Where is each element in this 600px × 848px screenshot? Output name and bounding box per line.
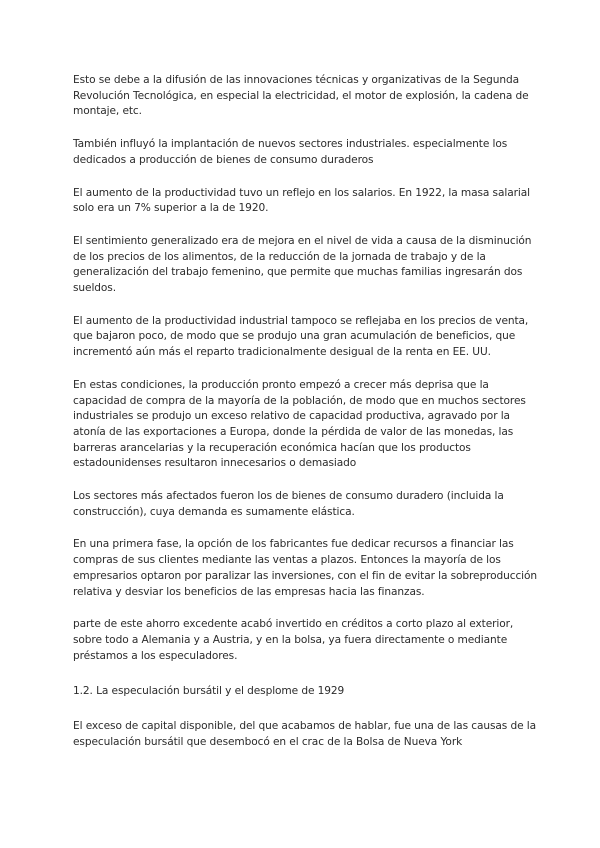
paragraph: parte de este ahorro excedente acabó invertido en créditos a corto plazo al exterior, sobre todo a Alemania y a Austria, y en la bolsa, ya fuera directamente o mediante préstamos a los especuladores.: [73, 618, 514, 662]
section-heading: 1.2. La especulación bursátil y el desplome de 1929: [73, 685, 345, 698]
paragraph: El aumento de la productividad tuvo un reflejo en los salarios. En 1922, la masa salarial solo era un 7% superior a la de 1920.: [73, 186, 530, 215]
paragraph: Los sectores más afectados fueron los de bienes de consumo duradero (incluida la construcción), cuya demanda es sumamente elástica.: [73, 490, 504, 518]
paragraph: También influyó la implantación de nuevos sectores industriales. especialmente los dedicados a producción de bienes de consumo duraderos: [73, 138, 508, 166]
closing-paragraph: El exceso de capital disponible, del que acabamos de hablar, fue una de las causas de la especulación bursátil que desembocó en el crac de la Bolsa de Nueva York: [73, 720, 537, 748]
paragraph: El aumento de la productividad industrial tampoco se reflejaba en los precios de venta, que bajaron poco, de modo que se produjo una gran acumulación de beneficios, que incrementó aún más el reparto tradicionalmente desigual de la renta en EE. UU.: [73, 314, 529, 359]
paragraph: El sentimiento generalizado era de mejora en el nivel de vida a causa de la disminución de los precios de los alimentos, de la reducción de la jornada de trabajo y de la generalización del trabajo femenino, que permite que muchas familias ingresarán dos sueldos.: [73, 234, 532, 295]
paragraph: En estas condiciones, la producción pronto empezó a crecer más deprisa que la capacidad de compra de la mayoría de la población, de modo que en muchos sectores industriales se produjo un exceso relativo de capacidad productiva, agravado por la atonía de las exportaciones a Europa, donde la pérdida de valor de las monedas, las barreras arancelarias y la recuperación económica hacían que los productos estadounidenses resultaron innecesarios o demasiado: [73, 378, 526, 470]
paragraph: En una primera fase, la opción de los fabricantes fue dedicar recursos a financiar las compras de sus clientes mediante las ventas a plazos. Entonces la mayoría de los empresarios optaron por paralizar las inversiones, con el fin de evitar la sobreproducción relativa y desviar los beneficios de las empresas hacia las finanzas.: [73, 538, 538, 598]
paragraph: Esto se debe a la difusión de las innovaciones técnicas y organizativas de la Segunda Revolución Tecnológica, en especial la electricidad, el motor de explosión, la cadena de montaje, etc.: [73, 74, 529, 118]
